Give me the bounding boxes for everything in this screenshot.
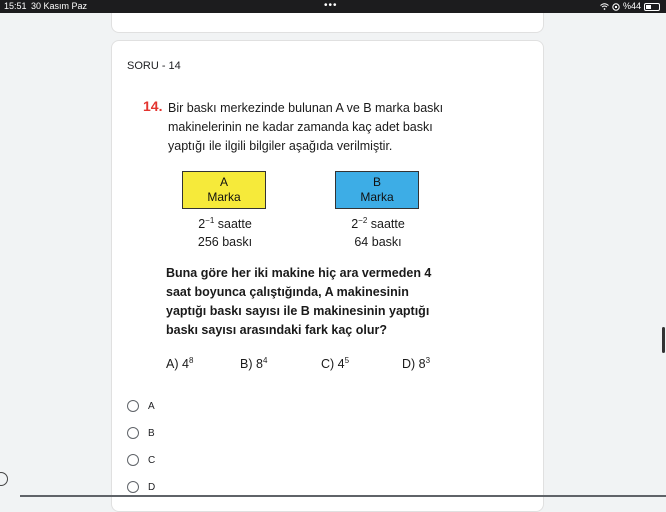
machine-a-prints: 256 baskı bbox=[197, 235, 253, 250]
machine-b-time: $2^{-2}$ saatte bbox=[351, 216, 405, 232]
choice-d-text: D) $8^3$ bbox=[402, 356, 431, 372]
radio-b[interactable] bbox=[127, 427, 139, 439]
answer-label-c: C bbox=[148, 454, 156, 466]
choice-c-text: C) $4^5$ bbox=[321, 356, 350, 372]
choice-b-text: B) $8^4$ bbox=[240, 356, 268, 372]
battery-icon bbox=[644, 3, 660, 11]
machine-b-brand: Marka bbox=[360, 190, 394, 204]
machine-a-box bbox=[182, 171, 266, 209]
multitasking-dots-icon[interactable]: ••• bbox=[324, 0, 338, 11]
help-icon[interactable] bbox=[0, 472, 8, 486]
answer-option-d[interactable] bbox=[127, 481, 155, 493]
scrollbar[interactable] bbox=[662, 327, 665, 353]
machine-a-brand: Marka bbox=[207, 190, 241, 204]
home-indicator bbox=[20, 495, 666, 497]
wifi-icon bbox=[600, 3, 609, 10]
choice-a-text: A) $4^8$ bbox=[166, 356, 194, 372]
battery-percent: %44 bbox=[622, 1, 641, 11]
status-right bbox=[600, 0, 660, 13]
answer-label-a: A bbox=[148, 400, 155, 412]
machine-a-time: $2^{-1}$ saatte bbox=[198, 216, 252, 232]
radio-c[interactable] bbox=[127, 454, 139, 466]
machine-b-info bbox=[328, 212, 428, 251]
question-card bbox=[111, 40, 544, 512]
status-date: 30 Kasım Paz bbox=[31, 1, 88, 11]
answer-label-b: B bbox=[148, 427, 155, 439]
machine-b-prints: 64 baskı bbox=[354, 235, 402, 250]
status-bar bbox=[0, 0, 666, 13]
machine-a-info bbox=[175, 212, 275, 251]
status-time: 15:51 bbox=[4, 1, 27, 11]
answer-option-a[interactable] bbox=[127, 400, 155, 412]
answer-label-d: D bbox=[148, 481, 156, 493]
answer-option-b[interactable] bbox=[127, 427, 155, 439]
orientation-lock-icon bbox=[612, 3, 620, 11]
question-header: SORU - 14 bbox=[127, 60, 181, 72]
machine-b-box bbox=[335, 171, 419, 209]
battery-fill bbox=[646, 5, 651, 9]
question-text: Bir baskı merkezinde bulunan A ve B marka baskı makinelerinin ne kadar zamanda kaç adet baskı yaptığı ile ilgili bilgiler aşağıda verilmiştir. bbox=[168, 101, 444, 153]
previous-question-card bbox=[111, 13, 544, 33]
answer-option-c[interactable] bbox=[127, 454, 155, 466]
machine-b-name: B bbox=[372, 175, 381, 189]
radio-a[interactable] bbox=[127, 400, 139, 412]
question-number: 14. bbox=[143, 98, 163, 114]
machine-a-name: A bbox=[219, 175, 228, 189]
question-prompt: Buna göre her iki makine hiç ara vermeden 4 saat boyunca çalıştığında, A makinesinin yaptığı baskı sayısı ile B makinesinin yaptığı baskı sayısı arasındaki fark kaç olur? bbox=[166, 266, 432, 337]
radio-d[interactable] bbox=[127, 481, 139, 493]
